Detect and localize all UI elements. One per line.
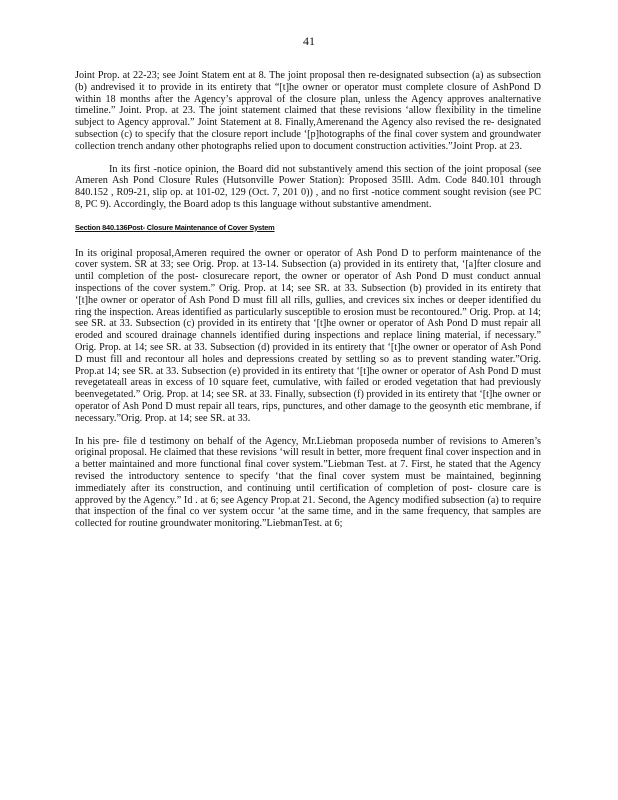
document-body: [75, 70, 541, 541]
paragraph-prefiled-testimony: In his pre- file d testimony on behalf of the Agency, Mr.Liebman proposeda number of revisions to Ameren’s original proposal. He claimed that these revisions ‘will result in better, more frequent final cover inspection and in a better maintained and more functional final cover system.”Liebman Test. at 7. First, he stated that the Agency revised the introductory sentence to specify ‘that the final cover system must be maintained, beginning immediately after its construction, and continuing until certification of completion of post- closure care is approved by the Agency.” Id . at 6; see Agency Prop.at 21. Second, the Agency modified subsection (a) to require that inspection of the final co ver system occur ‘at the same time, and in the same frequency, that samples are collected for routine groundwater monitoring.”LiebmanTest. at 6;: [75, 435, 541, 530]
page-number: 41: [303, 34, 315, 48]
paragraph-joint-proposal: Joint Prop. at 22-23; see Joint Statem ent at 8. The joint proposal then re-designated subsection (a) as subsection (b) andrevised it to provide in its entirety that “[t]he owner or operator must complete closure of AshPond D within 18 months after the Agency’s approval of the closure plan, unless the Agency approves analternative timeline.” Joint. Prop. at 23. The joint statement claimed that these revisions ‘allow flexibility in the timeline subject to Agency approval.” Joint Statement at 8. Finally,Amerenand the Agency also revised the re- designated subsection (c) to specify that the closure report include ‘[p]hotographs of the final cover system and groundwater collection trench andany other photographs relied upon to document construction activities.”Joint Prop. at 23.: [75, 70, 541, 152]
section-heading: Section 840.136Post- Closure Maintenance of Cover System: [75, 222, 275, 232]
paragraph-first-notice: In its first -notice opinion, the Board did not substantively amend this section of the joint proposal (see Ameren Ash Pond Closure Rules (Hutsonville Power Station): Proposed 35Ill. Adm. Code 840.101 through 840.152 , R09-21, slip op. at 101-02, 129 (Oct. 7, 201 0)) , and no first -notice comment sought revision (see PC 8, PC 9). Accordingly, the Board adop ts this language without substantive amendment.: [75, 163, 541, 210]
paragraph-original-proposal: In its original proposal,Ameren required the owner or operator of Ash Pond D to perform maintenance of the cover system. SR at 33; see Orig. Prop. at 13-14. Subsection (a) provided in its entirety that, ‘[a]fter closure and until completion of the post- closurecare report, the owner or operator of Ash Pond D must conduct annual inspections of the cover system.” Orig. Prop. at 14; see SR. at 33. Subsection (b) provided in its entirety that ‘[t]he owner or operator of Ash Pond D must fill all rills, gullies, and crevices six inches or deeper identified du ring the inspection. Areas identified as particularly susceptible to erosion must be recontoured.” Orig. Prop. at 14; see SR. at 33. Subsection (c) provided in its entirety that ‘[t]he owner or operator of Ash Pond D must repair all eroded and scoured drainage channels identified during inspections and replace lining material, if necessary.” Orig. Prop. at 14; see SR. at 33. Subsection (d) provided in its entirety that ‘[t]he owner or operator of Ash Pond D must fill and recontour all holes and depressions created by settling so as to prevent standing water.”Orig. Prop.at 14; see SR. at 33. Subsection (e) provided in its entirety that ‘[t]he owner or operator of Ash Pond D must revegetateall areas in excess of 10 square feet, cumulative, with failed or eroded vegetation that had previously beenvegetated.” Orig. Prop. at 14; see SR. at 33. Finally, subsection (f) provided in its entirety that ‘[t]he owner or operator of Ash Pond D must repair all tears, rips, punctures, and other damage to the geosynth etic membrane, if necessary.”Orig. Prop. at 14; see SR. at 33.: [75, 247, 541, 424]
